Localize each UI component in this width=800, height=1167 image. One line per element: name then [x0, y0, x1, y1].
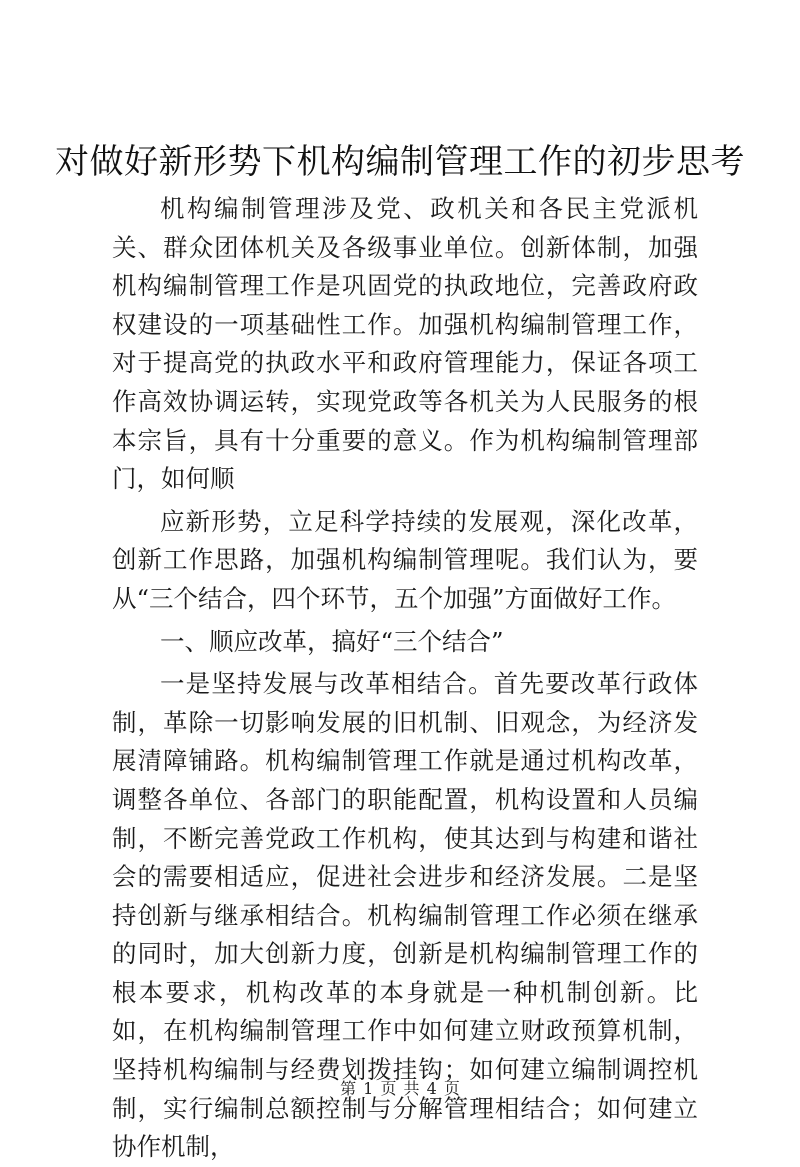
- page-footer: 第 1 页 共 4 页: [340, 1079, 460, 1098]
- document-title: 对做好新形势下机构编制管理工作的初步思考: [55, 142, 745, 182]
- paragraph-three-combinations: 一是坚持发展与改革相结合。首先要改革行政体制，革除一切影响发展的旧机制、旧观念，为经济发展清障铺路。机构编制管理工作就是通过机构改革，调整各单位、各部门的职能配置，机构设置和人员编制，不断完善党政工作机构，使其达到与构建和谐社会的需要相适应，促进社会进步和经济发展。二是坚持创新与继承相结合。机构编制管理工作必须在继承的同时，加大创新力度，创新是机构编制管理工作的根本要求，机构改革的本身就是一种机制创新。比如，在机构编制管理工作中如何建立财政预算机制，坚持机构编制与经费划拨挂钩；如何建立编制调控机制，实行编制总额控制与分解管理相结合；如何建立协作机制，: [112, 669, 698, 1162]
- document-body: [112, 190, 698, 1167]
- paragraph-new-situation: 应新形势，立足科学持续的发展观，深化改革，创新工作思路，加强机构编制管理呢。我们认为，要从“三个结合，四个环节，五个加强”方面做好工作。: [112, 506, 698, 613]
- paragraph-intro: 机构编制管理涉及党、政机关和各民主党派机关、群众团体机关及各级事业单位。创新体制，加强机构编制管理工作是巩固党的执政地位，完善政府政权建设的一项基础性工作。加强机构编制管理工作，对于提高党的执政水平和政府管理能力，保证各项工作高效协调运转，实现党政等各机关为人民服务的根本宗旨，具有十分重要的意义。作为机构编制管理部门，如何顺: [112, 194, 698, 494]
- section-heading-one: 一、顺应改革，搞好“三个结合”: [160, 626, 504, 656]
